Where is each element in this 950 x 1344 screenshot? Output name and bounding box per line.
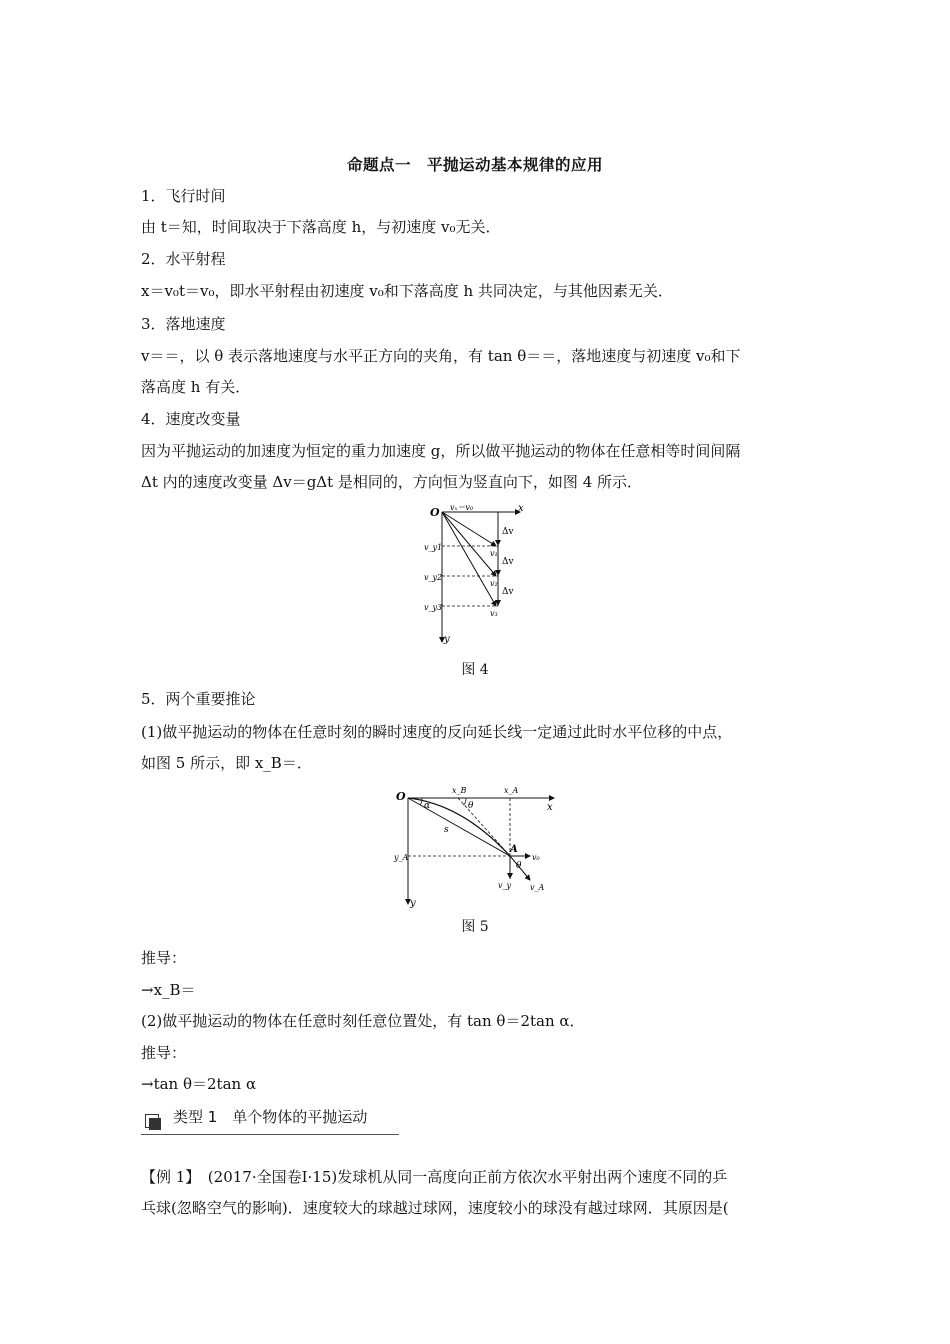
fig5-vy-label: v_y	[498, 881, 512, 890]
paragraph-velocity-change-1: 因为平抛运动的加速度为恒定的重力加速度 g，所以做平抛运动的物体在任意相等时间间隔	[141, 442, 741, 460]
figure-4-caption: 图 4	[461, 662, 489, 678]
fig5-origin-label: O	[396, 790, 406, 803]
heading-two-corollaries: 5．两个重要推论	[141, 690, 256, 708]
type-heading	[141, 1106, 399, 1135]
fig5-xB-label: x_B	[452, 786, 467, 795]
fig4-dv2-label: Δv	[502, 557, 514, 567]
fig4-y-axis-label: y	[444, 634, 450, 645]
derivation-result-1: →x_B＝	[141, 981, 196, 999]
fig5-yA-label: y_A	[394, 853, 409, 862]
example-1-line-1: 【例 1】 (2017·全国卷Ⅰ·15)发球机从同一高度向正前方依次水平射出两个速度不同的乒	[141, 1168, 728, 1186]
paragraph-velocity-change-2: Δt 内的速度改变量 Δv＝gΔt 是相同的，方向恒为竖直向下，如图 4 所示．	[141, 473, 643, 491]
paragraph-landing-velocity-1: v＝＝，以 θ 表示落地速度与水平正方向的夹角，有 tan θ＝＝，落地速度与初速度 v₀和下	[141, 347, 741, 365]
paragraph-corollary-1a: (1)做平抛运动的物体在任意时刻的瞬时速度的反向延长线一定通过此时水平位移的中点，	[141, 723, 733, 741]
fig4-dv3-label: Δv	[502, 587, 514, 597]
section-title: 命题点一 平抛运动基本规律的应用	[346, 155, 603, 174]
derivation-result-2: →tan θ＝2tan α	[141, 1075, 257, 1093]
fig4-dv1-label: Δv	[502, 527, 514, 537]
fig5-theta-low-label: θ	[516, 861, 522, 871]
fig4-x-axis-label: x	[518, 503, 524, 514]
derivation-label-2: 推导：	[141, 1044, 187, 1062]
heading-velocity-change: 4．速度改变量	[141, 410, 241, 428]
heading-landing-velocity: 3．落地速度	[141, 315, 226, 333]
heading-flight-time: 1．飞行时间	[141, 187, 226, 205]
fig5-x-axis-label: x	[547, 802, 553, 813]
paragraph-landing-velocity-2: 落高度 h 有关．	[141, 378, 251, 396]
example-1-line-2: 乓球(忽略空气的影响)．速度较大的球越过球网，速度较小的球没有越过球网．其原因是(	[141, 1199, 729, 1217]
fig4-vy1-label: v_y1	[424, 543, 443, 552]
paragraph-corollary-2: (2)做平抛运动的物体在任意时刻任意位置处，有 tan θ＝2tan α．	[141, 1012, 585, 1030]
fig4-vx-label: vₓ＝v₀	[450, 503, 474, 512]
type-heading-text: 类型 1 单个物体的平抛运动	[173, 1108, 368, 1126]
fig4-vy3-label: v_y3	[424, 603, 443, 612]
heading-horizontal-range: 2．水平射程	[141, 250, 226, 268]
fig5-vA-label: v_A	[530, 883, 545, 892]
fig5-theta-top-label: θ	[468, 801, 474, 811]
paragraph-flight-time: 由 t＝知，时间取决于下落高度 h，与初速度 v₀无关．	[141, 218, 501, 236]
fig5-y-axis-label: y	[410, 898, 416, 908]
fig5-v0-label: v₀	[532, 853, 540, 862]
fig4-vy2-label: v_y2	[424, 573, 443, 582]
fig4-v3-label: v₃	[490, 609, 498, 618]
filled-square-icon	[149, 1118, 161, 1130]
figure-4-diagram	[420, 502, 540, 648]
fig5-alpha-label: α	[424, 801, 431, 811]
paragraph-corollary-1b: 如图 5 所示，即 x_B＝．	[141, 754, 312, 772]
paragraph-horizontal-range: x＝v₀t＝v₀，即水平射程由初速度 v₀和下落高度 h 共同决定，与其他因素无关．	[141, 282, 673, 300]
derivation-label-1: 推导：	[141, 949, 187, 967]
fig4-v1-label: v₁	[490, 549, 498, 558]
fig5-s-label: s	[444, 825, 449, 835]
fig4-origin-label: O	[430, 506, 440, 519]
figure-5-diagram	[392, 782, 560, 908]
figure-5-caption: 图 5	[461, 919, 489, 935]
fig4-v2-label: v₂	[490, 579, 498, 588]
fig5-xA-label: x_A	[504, 786, 519, 795]
fig5-A-label: A	[510, 844, 518, 855]
